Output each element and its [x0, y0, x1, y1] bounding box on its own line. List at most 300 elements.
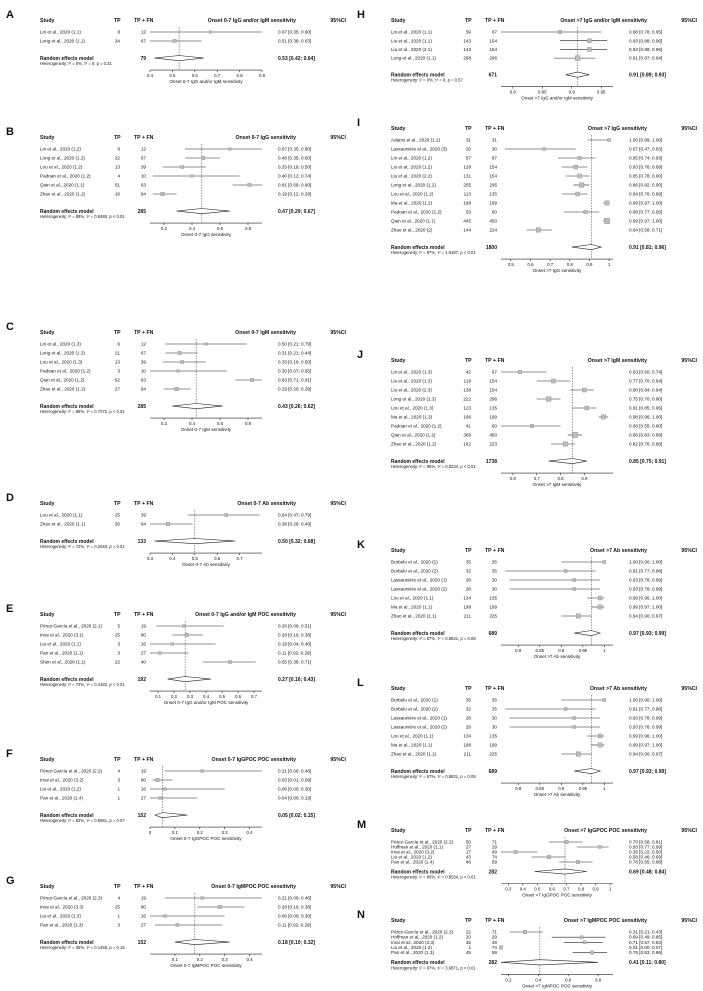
- tp-fn-value: 296: [489, 55, 497, 61]
- pooled-diamond: [154, 539, 235, 544]
- x-tick-label: 0.9: [592, 886, 599, 892]
- column-header-tp-fn: TP + FN: [485, 686, 505, 692]
- study-estimate-square: [558, 30, 561, 33]
- tp-value: 134: [463, 595, 471, 601]
- study-estimate-square: [573, 587, 576, 590]
- tp-value: 1: [117, 786, 120, 792]
- tp-fn-value: 27: [140, 795, 146, 801]
- study-label: Liu et al., 2020 (1.3): [391, 378, 432, 384]
- estimate-ci-text: 0.99 [0.97; 1.00]: [629, 218, 663, 224]
- tp-value: 43: [465, 854, 471, 860]
- study-estimate-square: [523, 930, 526, 933]
- tp-fn-value: 16: [140, 913, 146, 919]
- panel-letter: M: [357, 819, 367, 831]
- pooled-label: Random effects model: [40, 538, 94, 545]
- panel-letter: I: [357, 117, 361, 129]
- tp-value: 35: [465, 939, 471, 945]
- study-label: Long et al., 2020 (1.3): [40, 350, 85, 356]
- study-estimate-square: [176, 924, 179, 927]
- study-estimate-square: [182, 625, 185, 628]
- tp-value: 268: [463, 55, 471, 61]
- x-tick-label: 1: [603, 648, 606, 654]
- x-tick-label: 0.3: [221, 830, 228, 836]
- study-estimate-square: [598, 734, 602, 738]
- x-tick-label: 0.7: [563, 886, 570, 892]
- pooled-estimate-text: 0.69 [0.48; 0.84]: [629, 869, 666, 876]
- column-header-tp: TP: [465, 686, 472, 692]
- tp-fn-value: 225: [489, 613, 497, 619]
- x-tick-label: 0.3: [146, 556, 154, 562]
- heterogeneity-text: Heterogeneity: I² = 52%, τ² = 0.5561, p = 0.07: [40, 818, 125, 824]
- column-header-ci: 95%CI: [330, 501, 346, 507]
- study-label: Long et al., 2020 (1.1): [40, 38, 85, 44]
- study-estimate-square: [598, 596, 602, 600]
- study-label: Lassaunière et al., 2020 (2): [391, 724, 447, 730]
- pooled-total: 192: [137, 676, 146, 683]
- tp-fn-value: 154: [489, 47, 497, 53]
- pooled-estimate-text: 0.97 [0.93; 0.99]: [629, 630, 666, 637]
- column-header-outcome: Onset 0-7 IgG sensitivity: [235, 135, 296, 141]
- study-label: Liu et al., 2020 (1.1): [40, 641, 81, 647]
- estimate-ci-text: 0.86 [0.83; 0.89]: [629, 432, 663, 438]
- estimate-ci-text: 0.94 [0.90; 0.97]: [629, 613, 663, 619]
- tp-value: 5: [117, 623, 120, 629]
- tp-value: 25: [114, 904, 120, 910]
- tp-value: 4: [117, 173, 120, 179]
- column-header-tp-fn: TP + FN: [485, 18, 505, 24]
- x-tick-label: 0.4: [246, 830, 253, 836]
- estimate-ci-text: 0.77 [0.70; 0.84]: [629, 378, 663, 384]
- column-header-outcome: Onset 0-7 IgG and/or IgM sensitivity: [207, 18, 296, 24]
- column-header-tp: TP: [114, 18, 121, 24]
- estimate-ci-text: 1.00 [0.89; 1.00]: [629, 137, 663, 143]
- tp-fn-value: 67: [491, 155, 497, 161]
- column-header-tp: TP: [465, 126, 472, 132]
- tp-value: 3: [117, 368, 120, 374]
- study-label: Adams et al., 2020 (1.2): [391, 137, 441, 143]
- column-header-ci: 95%CI: [681, 358, 697, 364]
- column-header-study: Study: [391, 548, 406, 554]
- pooled-estimate-text: 0.85 [0.75; 0.91]: [629, 458, 666, 465]
- estimate-ci-text: 0.67 [0.35; 0.90]: [278, 29, 312, 35]
- study-estimate-square: [225, 513, 228, 516]
- tp-fn-value: 60: [491, 423, 497, 429]
- heterogeneity-text: Heterogeneity: I² = 88%, τ² = 0.8480, p < 0.01: [40, 214, 125, 220]
- panel-letter: J: [357, 349, 364, 361]
- tp-value: 32: [465, 706, 471, 712]
- pooled-total: 79: [140, 55, 146, 62]
- estimate-ci-text: 0.63 [0.50; 0.74]: [629, 369, 663, 375]
- x-axis-label: Onset 0-7 IgM sensitivity: [180, 427, 232, 433]
- tp-value: 4: [117, 768, 120, 774]
- tp-fn-value: 16: [140, 786, 146, 792]
- tp-fn-value: 63: [140, 377, 146, 383]
- x-tick-label: 0.8: [566, 262, 573, 268]
- tp-value: 143: [463, 38, 471, 44]
- column-header-ci: 95%CI: [330, 330, 346, 336]
- tp-fn-value: 199: [489, 742, 497, 748]
- estimate-ci-text: 0.90 [0.84; 0.94]: [629, 387, 663, 393]
- estimate-ci-text: 0.38 [0.28; 0.49]: [278, 521, 312, 527]
- x-tick-label: 0.8: [244, 226, 252, 232]
- estimate-ci-text: 0.93 [0.88; 0.96]: [629, 38, 663, 44]
- tp-fn-value: 63: [140, 182, 146, 188]
- x-tick-label: 0.2: [170, 694, 178, 700]
- estimate-ci-text: 0.01 [0.00; 0.07]: [629, 945, 663, 951]
- pooled-estimate-text: 0.43 [0.26; 0.62]: [278, 403, 315, 410]
- panel-l: [357, 677, 698, 797]
- study-estimate-square: [576, 614, 580, 618]
- study-label: Lou et al., 2020 (1.2): [391, 191, 434, 197]
- pooled-diamond: [154, 56, 203, 61]
- x-tick-label: 0.95: [596, 89, 606, 95]
- tp-fn-value: 30: [491, 724, 497, 730]
- column-header-tp: TP: [465, 548, 472, 554]
- estimate-ci-text: 0.93 [0.78; 0.99]: [629, 586, 663, 592]
- study-estimate-square: [205, 343, 208, 346]
- heterogeneity-text: Heterogeneity: I² = 97%, τ² = 3.6871, p < 0.01: [391, 965, 476, 971]
- estimate-ci-text: 0.67 [0.47; 0.83]: [629, 146, 663, 152]
- study-estimate-square: [514, 850, 517, 853]
- estimate-ci-text: 0.71 [0.57; 0.83]: [629, 939, 663, 945]
- tp-value: 35: [465, 697, 471, 703]
- study-estimate-square: [565, 840, 568, 843]
- tp-fn-value: 94: [140, 386, 146, 392]
- tp-fn-value: 49: [491, 849, 497, 855]
- x-tick-label: 0.95: [578, 648, 588, 654]
- tp-fn-value: 49: [491, 939, 497, 945]
- panel-d: [6, 492, 347, 567]
- panel-a: [6, 9, 347, 84]
- estimate-ci-text: 0.76 [0.63; 0.86]: [629, 950, 663, 956]
- study-estimate-square: [166, 522, 170, 526]
- study-estimate-square: [564, 569, 567, 572]
- study-estimate-square: [181, 360, 184, 363]
- tp-value: 389: [463, 432, 471, 438]
- tp-value: 123: [463, 405, 471, 411]
- heterogeneity-text: Heterogeneity: I² = 0%, τ² = 0, p = 0.57: [391, 77, 463, 83]
- study-label: Liu et al., 2020 (2.2): [391, 173, 432, 179]
- study-estimate-square: [185, 633, 189, 637]
- heterogeneity-text: Heterogeneity: I² = 72%, τ² = 0.2040, p = 0.01: [40, 544, 125, 550]
- column-header-tp-fn: TP + FN: [134, 18, 154, 24]
- pooled-estimate-text: 0.91 [0.81; 0.96]: [629, 244, 666, 251]
- study-estimate-square: [209, 31, 212, 34]
- x-tick-label: 0.8: [577, 886, 585, 892]
- estimate-ci-text: 0.19 [0.12; 0.29]: [278, 191, 312, 197]
- estimate-ci-text: 0.86 [0.82; 0.90]: [629, 182, 663, 188]
- x-tick-label: 0.85: [535, 786, 545, 792]
- tp-value: 222: [463, 396, 471, 402]
- tp-value: 25: [114, 632, 120, 638]
- tp-value: 17: [465, 849, 471, 855]
- study-label: Zhao et al., 2020 (1.1): [391, 751, 437, 757]
- heterogeneity-text: Heterogeneity: I² = 97%, τ² = 1.9187, p < 0.01: [391, 250, 476, 256]
- column-header-ci: 95%CI: [330, 757, 346, 763]
- column-header-outcome: Onset >7 IgMPOC POC sensitivity: [563, 918, 647, 924]
- study-estimate-square: [156, 778, 160, 782]
- study-estimate-square: [603, 560, 606, 563]
- column-header-outcome: Onset 0-7 IgMPOC POC sensitivity: [211, 884, 296, 890]
- study-estimate-square: [580, 936, 583, 939]
- heterogeneity-text: Heterogeneity: I² = 86%, τ² = 0.7272, p < 0.01: [40, 409, 125, 415]
- study-estimate-square: [191, 175, 194, 178]
- panel-i: [357, 117, 698, 273]
- pooled-estimate-text: 0.50 [0.32; 0.68]: [278, 538, 315, 545]
- column-header-study: Study: [40, 135, 55, 141]
- column-header-ci: 95%CI: [681, 686, 697, 692]
- x-tick-label: 0.6: [216, 226, 224, 232]
- tp-fn-value: 67: [140, 350, 146, 356]
- estimate-ci-text: 0.88 [0.78; 0.95]: [629, 29, 663, 35]
- study-label: Pan et al., 2020 (1.4): [40, 795, 83, 801]
- estimate-ci-text: 0.91 [0.85; 0.95]: [629, 405, 663, 411]
- column-header-tp-fn: TP + FN: [134, 884, 154, 890]
- pooled-diamond: [177, 209, 230, 214]
- tp-value: 20: [465, 934, 471, 940]
- tp-fn-value: 450: [489, 218, 497, 224]
- tp-fn-value: 67: [140, 38, 146, 44]
- panel-letter: H: [357, 9, 365, 21]
- x-tick-label: 1: [603, 786, 606, 792]
- study-label: Imai et al., 2020 (3.3): [40, 904, 84, 910]
- tp-value: 255: [463, 182, 471, 188]
- x-tick-label: 0.2: [160, 421, 168, 427]
- tp-value: 138: [463, 387, 471, 393]
- tp-value: 1: [117, 795, 120, 801]
- x-tick-label: 0.4: [146, 73, 154, 79]
- column-header-tp-fn: TP + FN: [134, 330, 154, 336]
- tp-fn-value: 154: [489, 164, 497, 170]
- study-label: Lou et al., 2020 (1.3): [391, 405, 434, 411]
- study-estimate-square: [578, 174, 582, 178]
- column-header-study: Study: [40, 501, 55, 507]
- study-label: Liu et al., 2020 (1.2): [391, 164, 432, 170]
- study-label: Imai et al., 2020 (3.2): [40, 777, 84, 783]
- study-label: Burbelo et al., 2020 (1): [391, 697, 438, 703]
- study-label: Pan et al., 2020 (1.3): [391, 950, 434, 956]
- study-estimate-square: [604, 218, 609, 223]
- x-axis-label: Onset >7 IgGPOC POC sensitivity: [522, 892, 592, 898]
- study-label: Hoffman et al., 2020 (1.2): [391, 934, 444, 940]
- study-label: Qian et al., 2020 (1.2): [391, 432, 436, 438]
- column-header-study: Study: [391, 126, 406, 132]
- study-label: Shen et al., 2020 (1.1): [40, 659, 86, 665]
- tp-value: 128: [463, 164, 471, 170]
- pooled-diamond: [172, 404, 222, 409]
- column-header-tp: TP: [114, 612, 121, 618]
- tp-fn-value: 29: [491, 844, 497, 850]
- tp-value: 13: [114, 359, 120, 365]
- study-label: Lassaunière et al., 2020 (1): [391, 577, 447, 583]
- estimate-ci-text: 0.40 [0.12; 0.74]: [278, 173, 312, 179]
- x-tick-label: 0.6: [234, 694, 242, 700]
- tp-value: 42: [465, 369, 471, 375]
- x-tick-label: 0.6: [214, 556, 221, 562]
- x-tick-label: 0.5: [534, 886, 541, 892]
- column-header-ci: 95%CI: [330, 18, 346, 24]
- pooled-estimate-text: 0.53 [0.42; 0.64]: [278, 55, 315, 62]
- study-label: Lou et al., 2020 (1.3): [40, 359, 83, 365]
- x-tick-label: 0.4: [169, 556, 176, 562]
- pooled-estimate-text: 0.91 [0.89; 0.93]: [629, 72, 666, 79]
- tp-fn-value: 39: [140, 359, 146, 365]
- tp-value: 198: [463, 604, 471, 610]
- study-label: Liu et al., 2020 (1.1): [391, 38, 432, 44]
- tp-fn-value: 224: [489, 227, 497, 233]
- tp-fn-value: 40: [140, 659, 146, 665]
- study-estimate-square: [547, 855, 550, 858]
- study-estimate-square: [603, 698, 606, 701]
- tp-value: 36: [114, 521, 120, 527]
- tp-value: 28: [465, 586, 471, 592]
- column-header-outcome: Onset >7 IgG and/or IgM sensitivity: [560, 18, 647, 24]
- tp-value: 1: [117, 913, 120, 919]
- tp-fn-value: 135: [489, 733, 497, 739]
- study-estimate-square: [201, 897, 204, 900]
- estimate-ci-text: 0.55 [0.38; 0.71]: [278, 659, 312, 665]
- pooled-diamond: [549, 459, 587, 464]
- column-header-tp: TP: [114, 330, 121, 336]
- panel-letter: F: [6, 748, 13, 760]
- tp-value: 143: [463, 47, 471, 53]
- study-label: Ma et al., 2020 (1.3): [391, 414, 433, 420]
- column-header-ci: 95%CI: [681, 126, 697, 132]
- column-header-ci: 95%CI: [681, 548, 697, 554]
- column-header-outcome: Onset >7 IgG sensitivity: [588, 126, 647, 132]
- panel-letter: K: [357, 539, 365, 551]
- estimate-ci-text: 0.99 [0.96; 1.00]: [629, 733, 663, 739]
- x-tick-label: 0.3: [186, 694, 194, 700]
- panel-k: [357, 539, 698, 659]
- x-tick-label: 0.4: [246, 957, 253, 963]
- panel-letter: D: [6, 492, 14, 504]
- column-header-study: Study: [391, 828, 406, 834]
- tp-value: 22: [465, 929, 471, 935]
- heterogeneity-text: Heterogeneity: I² = 72%, τ² = 0.4182, p < 0.01: [40, 682, 125, 688]
- x-tick-label: 0.85: [537, 89, 547, 95]
- estimate-ci-text: 0.70 [0.58; 0.81]: [629, 839, 663, 845]
- study-estimate-square: [536, 228, 540, 232]
- tp-value: 27: [114, 386, 120, 392]
- tp-fn-value: 74: [491, 854, 497, 860]
- estimate-ci-text: 0.91 [0.77; 0.98]: [629, 706, 663, 712]
- estimate-ci-text: 0.75 [0.70; 0.80]: [629, 396, 663, 402]
- estimate-ci-text: 0.06 [0.00; 0.30]: [278, 786, 312, 792]
- x-tick-label: 0.1: [171, 957, 178, 963]
- x-tick-label: 0.8: [515, 786, 522, 792]
- column-header-tp: TP: [114, 757, 121, 763]
- pooled-label: Random effects model: [40, 403, 94, 410]
- tp-fn-value: 90: [140, 904, 146, 910]
- heterogeneity-text: Heterogeneity: I² = 95%, τ² = 0.8234, p < 0.01: [391, 464, 476, 470]
- pooled-diamond: [574, 631, 600, 636]
- tp-value: 198: [463, 200, 471, 206]
- x-tick-label: 0.1: [171, 830, 178, 836]
- pooled-label: Random effects model: [40, 812, 94, 819]
- tp-fn-value: 135: [489, 595, 497, 601]
- study-estimate-square: [578, 156, 581, 159]
- tp-value: 22: [114, 659, 120, 665]
- column-header-ci: 95%CI: [330, 884, 346, 890]
- x-tick-label: 0.7: [236, 556, 243, 562]
- study-estimate-square: [177, 370, 180, 373]
- column-header-outcome: Onset 0-7 Ab sensitivity: [237, 501, 296, 507]
- study-estimate-square: [228, 660, 231, 663]
- study-estimate-square: [518, 370, 521, 373]
- study-estimate-square: [546, 397, 551, 402]
- x-tick-label: 0.2: [196, 957, 203, 963]
- heterogeneity-text: Heterogeneity: I² = 90%, τ² = 0.8534, p < 0.01: [391, 874, 476, 880]
- x-axis-label: Onset 0-7 IgG sensitivity: [180, 232, 232, 238]
- study-estimate-square: [574, 165, 578, 169]
- x-tick-label: 1: [607, 262, 611, 268]
- tp-fn-value: 67: [491, 29, 497, 35]
- study-label: Liu et al., 2020 (2.1): [391, 47, 432, 53]
- column-header-tp: TP: [114, 135, 121, 141]
- column-header-study: Study: [391, 18, 406, 24]
- study-label: Lin et al., 2020 (1.1): [40, 29, 81, 35]
- tp-fn-value: 10: [140, 368, 146, 374]
- x-axis-label: Onset 0-7 IgMPOC POC sensitivity: [170, 963, 242, 969]
- column-header-tp-fn: TP + FN: [134, 501, 154, 507]
- estimate-ci-text: 0.58 [0.46; 0.69]: [629, 854, 663, 860]
- x-tick-label: 0.9: [581, 476, 588, 482]
- pooled-total: 152: [137, 939, 146, 946]
- estimate-ci-text: 0.81 [0.69; 0.90]: [278, 182, 312, 188]
- study-label: Lin et al., 2020 (1.1): [391, 29, 432, 35]
- tp-fn-value: 35: [491, 568, 497, 574]
- x-tick-label: 0.8: [509, 89, 516, 95]
- study-label: Qian et al., 2020 (1.1): [391, 218, 436, 224]
- column-header-ci: 95%CI: [330, 135, 346, 141]
- study-label: Zhao et al., 2020 (2): [391, 227, 433, 233]
- heterogeneity-text: Heterogeneity: I² = 67%, τ² = 0.8831, p = 0.08: [391, 636, 476, 642]
- x-tick-label: 0.6: [191, 73, 198, 79]
- study-label: Qian et al., 2020 (1.2): [40, 377, 85, 383]
- column-header-study: Study: [391, 358, 406, 364]
- pooled-diamond: [175, 940, 230, 945]
- study-estimate-square: [178, 351, 181, 354]
- column-header-study: Study: [40, 612, 55, 618]
- study-estimate-square: [158, 797, 161, 800]
- tp-value: 8: [117, 146, 120, 152]
- column-header-outcome: Onset 0-7 IgM sensitivity: [235, 330, 296, 336]
- estimate-ci-text: 0.04 [0.00; 0.19]: [278, 795, 312, 801]
- study-estimate-square: [158, 652, 161, 655]
- tp-fn-value: 35: [491, 706, 497, 712]
- pooled-label: Random effects model: [391, 869, 445, 876]
- column-header-tp: TP: [465, 828, 472, 834]
- x-tick-label: 0.4: [535, 977, 542, 983]
- study-label: Pérez-García et al., 2020 (2.1): [40, 623, 103, 629]
- estimate-ci-text: 0.30 [0.07; 0.65]: [278, 368, 312, 374]
- study-label: Lin et al., 2020 (1.2): [391, 155, 432, 161]
- column-header-outcome: Onset 0-7 IgG and/or IgM POC sensitivity: [195, 612, 296, 618]
- x-tick-label: 0.6: [509, 476, 516, 482]
- x-tick-label: 0.2: [505, 977, 512, 983]
- pooled-label: Random effects model: [40, 676, 94, 683]
- panel-letter: N: [357, 909, 365, 921]
- estimate-ci-text: 0.99 [0.96; 1.00]: [629, 595, 663, 601]
- tp-value: 134: [463, 733, 471, 739]
- x-axis-label: Onset >7 IgMPOC POC sensitivity: [521, 983, 593, 989]
- tp-fn-value: 12: [140, 146, 146, 152]
- estimate-ci-text: 0.91 [0.77; 0.98]: [629, 568, 663, 574]
- panel-c: [6, 321, 347, 432]
- estimate-ci-text: 0.28 [0.19; 0.38]: [278, 632, 312, 638]
- study-estimate-square: [598, 743, 602, 747]
